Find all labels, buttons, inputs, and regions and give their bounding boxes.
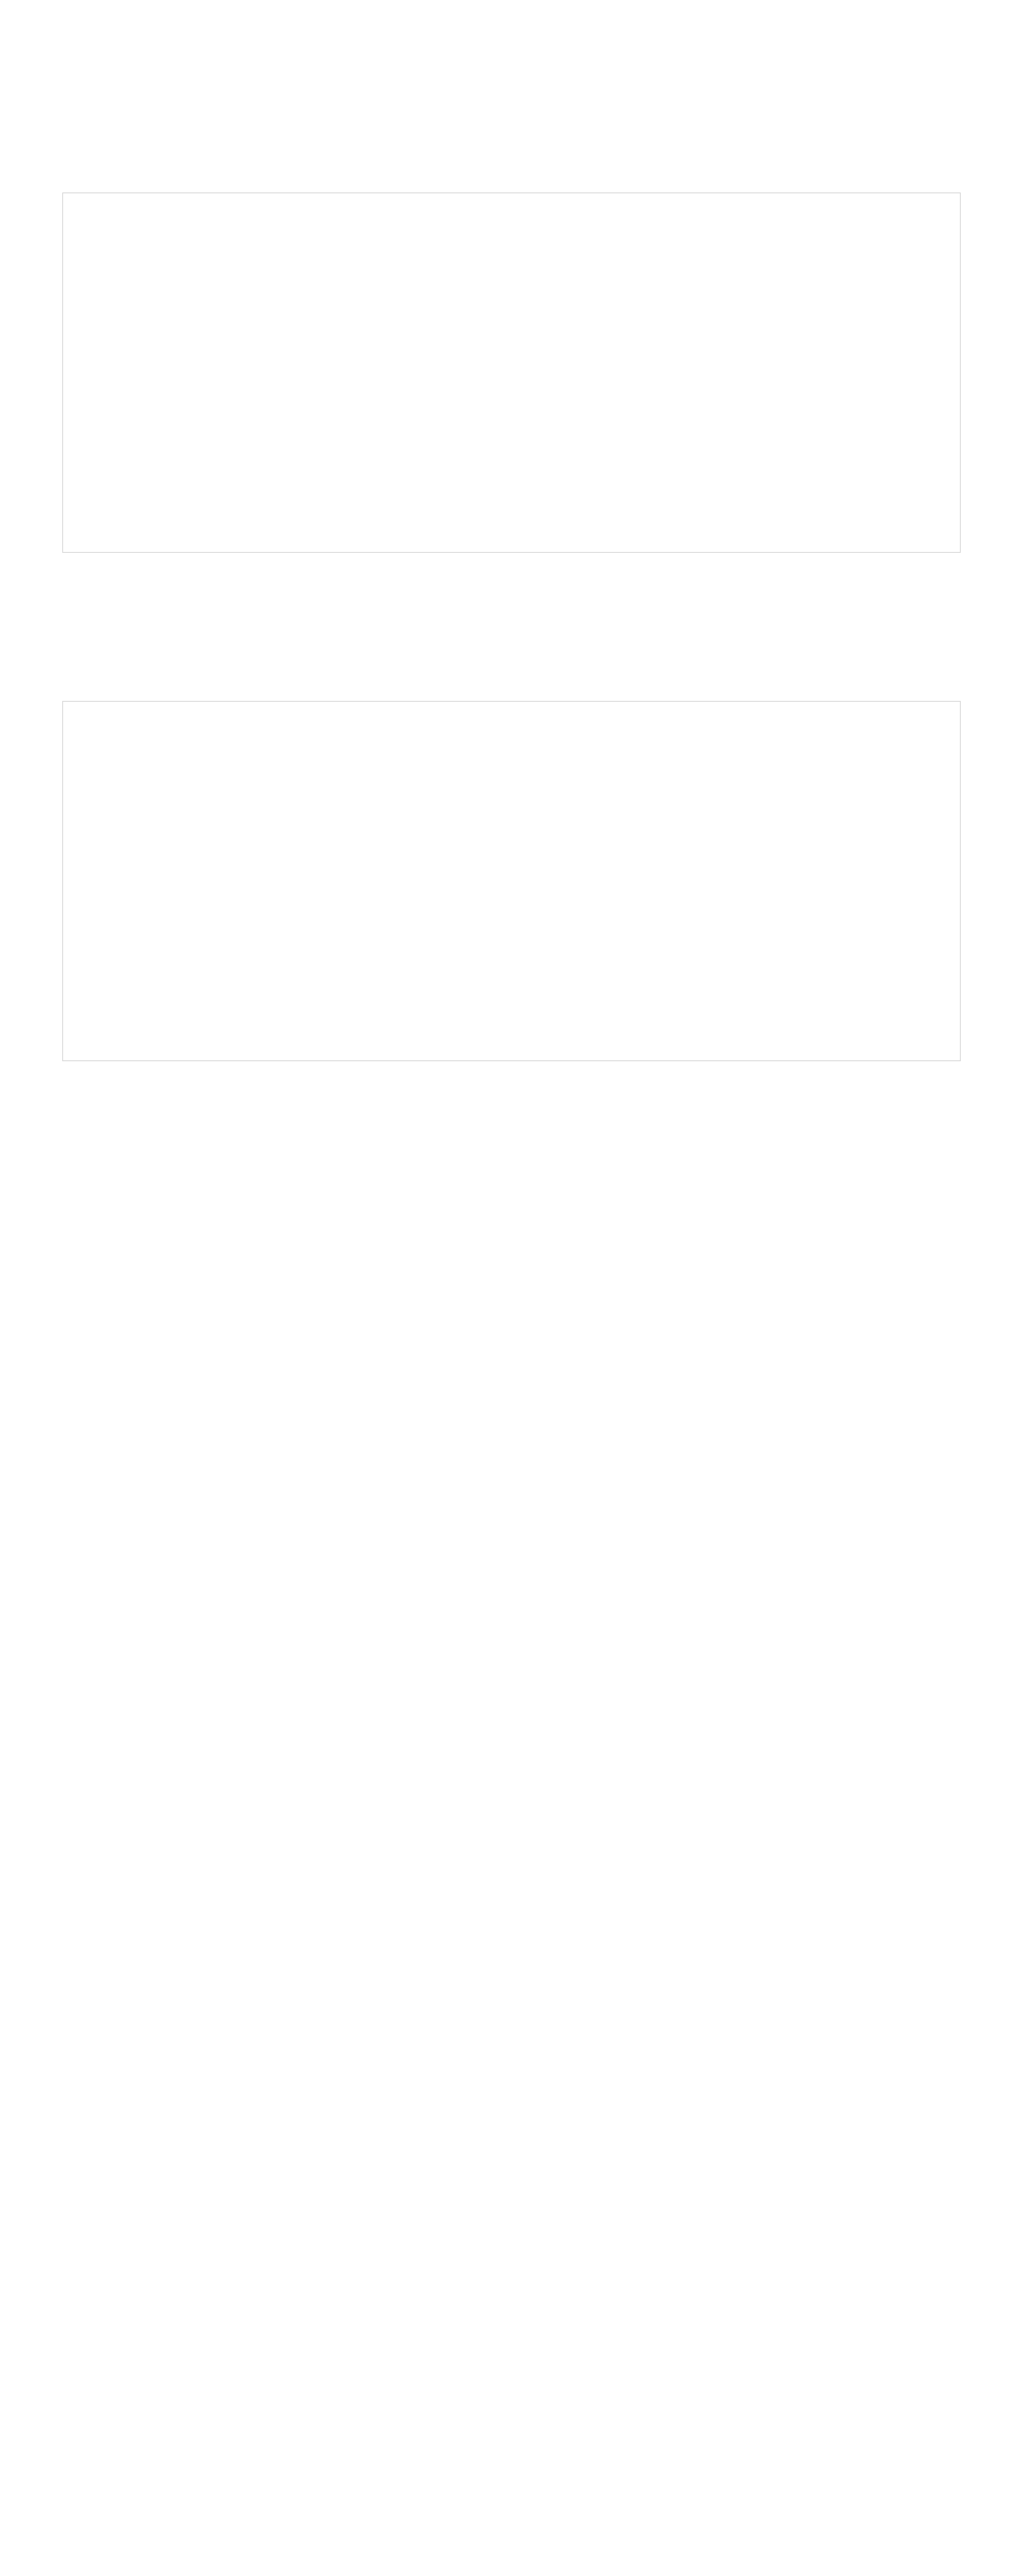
figure-image bbox=[62, 193, 961, 553]
figure bbox=[62, 193, 961, 583]
paragraph bbox=[62, 652, 961, 684]
paragraph bbox=[62, 96, 961, 127]
figure-caption bbox=[62, 1068, 961, 1092]
figure bbox=[62, 701, 961, 1092]
paragraph bbox=[62, 144, 961, 176]
paragraph bbox=[62, 604, 961, 636]
paragraph bbox=[62, 1112, 961, 1144]
figure-caption bbox=[62, 560, 961, 583]
figure-image bbox=[62, 701, 961, 1061]
document-title bbox=[62, 42, 961, 75]
